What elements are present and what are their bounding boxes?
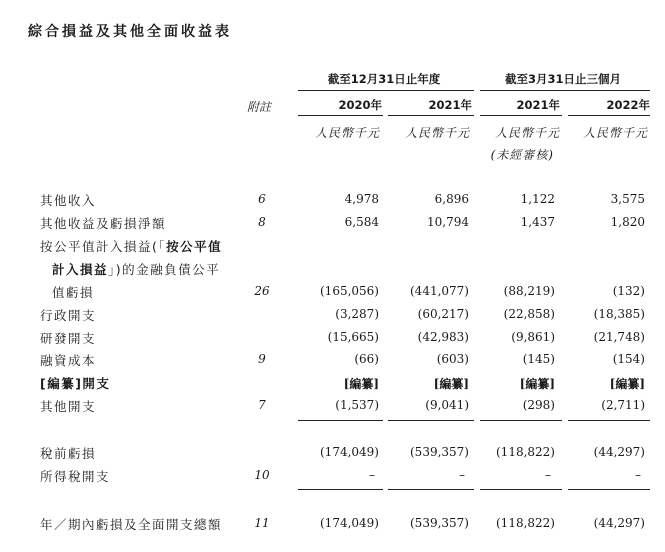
cell: (539,357) (410, 445, 469, 459)
year-header-3: 2021年 (516, 98, 560, 112)
unaudited-label: (未經審核) (490, 148, 554, 162)
cell: – (545, 468, 551, 482)
cell: (174,049) (320, 445, 379, 459)
row-note-income-tax: 10 (254, 468, 270, 482)
row-label-fvtpl-line2: 計入損益」)的金融負債公平 (52, 262, 221, 277)
cell: (145) (522, 352, 555, 366)
year-rule-2 (388, 115, 474, 116)
cell: (66) (354, 352, 379, 366)
cell: 10,794 (427, 215, 469, 229)
cell: 6,896 (434, 192, 469, 206)
page-title: 綜合損益及其他全面收益表 (28, 24, 232, 40)
cell: (603) (436, 352, 469, 366)
row-note-other-income: 6 (258, 192, 266, 206)
currency-label-4: 人民幣千元 (582, 126, 648, 140)
row-label-other-gains: 其他收益及虧損淨額 (40, 216, 167, 231)
total-rule (298, 489, 383, 490)
row-note-finance: 9 (258, 352, 266, 366)
cell: (88,219) (503, 284, 555, 298)
cell: (15,665) (327, 330, 379, 344)
header-rule-quarter (480, 90, 650, 91)
row-label-redacted: [編纂]開支 (40, 376, 111, 391)
cell: (441,077) (410, 284, 469, 298)
row-label-finance: 融資成本 (40, 353, 97, 368)
cell: (174,049) (320, 516, 379, 530)
cell: [編纂] (609, 377, 645, 391)
note-column-header: 附註 (246, 100, 271, 114)
cell: 4,978 (344, 192, 379, 206)
cell: – (635, 468, 641, 482)
cell: (9,861) (511, 330, 555, 344)
row-label-loss-before-tax: 稅前虧損 (40, 446, 97, 461)
row-note-other-expenses: 7 (258, 398, 266, 412)
currency-label-3: 人民幣千元 (494, 126, 560, 140)
cell: (539,357) (410, 516, 469, 530)
cell: [編纂] (519, 377, 555, 391)
year-header-2: 2021年 (428, 98, 472, 112)
cell: [編纂] (433, 377, 469, 391)
cell: 1,122 (520, 192, 555, 206)
total-rule (480, 489, 562, 490)
row-label-admin: 行政開支 (40, 308, 97, 323)
year-header-4: 2022年 (606, 98, 650, 112)
cell: (118,822) (496, 445, 555, 459)
cell: 6,584 (344, 215, 379, 229)
row-label-rnd: 研發開支 (40, 331, 97, 346)
row-label-fvtpl-loss: 值虧損 (52, 285, 95, 300)
subtotal-rule (388, 420, 474, 421)
subtotal-rule (480, 420, 562, 421)
row-label-total-loss: 年／期內虧損及全面開支總額 (40, 517, 223, 532)
row-label-other-expenses: 其他開支 (40, 399, 97, 414)
total-rule (388, 489, 474, 490)
cell: – (369, 468, 375, 482)
cell: [編纂] (343, 377, 379, 391)
cell: 1,820 (610, 215, 645, 229)
subtotal-rule (568, 420, 650, 421)
cell: (154) (612, 352, 645, 366)
year-header-1: 2020年 (338, 98, 382, 112)
row-label-income-tax: 所得稅開支 (40, 469, 111, 484)
subtotal-rule (298, 420, 383, 421)
cell: (44,297) (593, 445, 645, 459)
cell: (298) (522, 398, 555, 412)
year-rule-3 (480, 115, 562, 116)
cell: (44,297) (593, 516, 645, 530)
cell: – (459, 468, 465, 482)
cell: (132) (612, 284, 645, 298)
row-note-other-gains: 8 (258, 215, 266, 229)
cell: (118,822) (496, 516, 555, 530)
period-header-quarter: 截至3月31日止三個月 (504, 72, 621, 86)
cell: (1,537) (335, 398, 379, 412)
cell: (9,041) (425, 398, 469, 412)
row-label-fvtpl-line1: 按公平值計入損益(「按公平值 (40, 239, 223, 254)
currency-label-1: 人民幣千元 (314, 126, 380, 140)
row-note-total-loss: 11 (254, 516, 270, 530)
year-rule-4 (568, 115, 650, 116)
cell: (2,711) (601, 398, 645, 412)
cell: (18,385) (593, 307, 645, 321)
year-rule-1 (298, 115, 383, 116)
header-rule-annual (298, 90, 474, 91)
currency-label-2: 人民幣千元 (404, 126, 470, 140)
cell: (60,217) (417, 307, 469, 321)
cell: (21,748) (593, 330, 645, 344)
cell: (42,983) (417, 330, 469, 344)
cell: (3,287) (335, 307, 379, 321)
period-header-annual: 截至12月31日止年度 (327, 72, 441, 86)
row-note-fvtpl-loss: 26 (254, 284, 270, 298)
cell: (22,858) (503, 307, 555, 321)
total-rule (568, 489, 650, 490)
cell: 1,437 (520, 215, 555, 229)
cell: (165,056) (320, 284, 379, 298)
row-label-other-income: 其他收入 (40, 193, 97, 208)
cell: 3,575 (610, 192, 645, 206)
